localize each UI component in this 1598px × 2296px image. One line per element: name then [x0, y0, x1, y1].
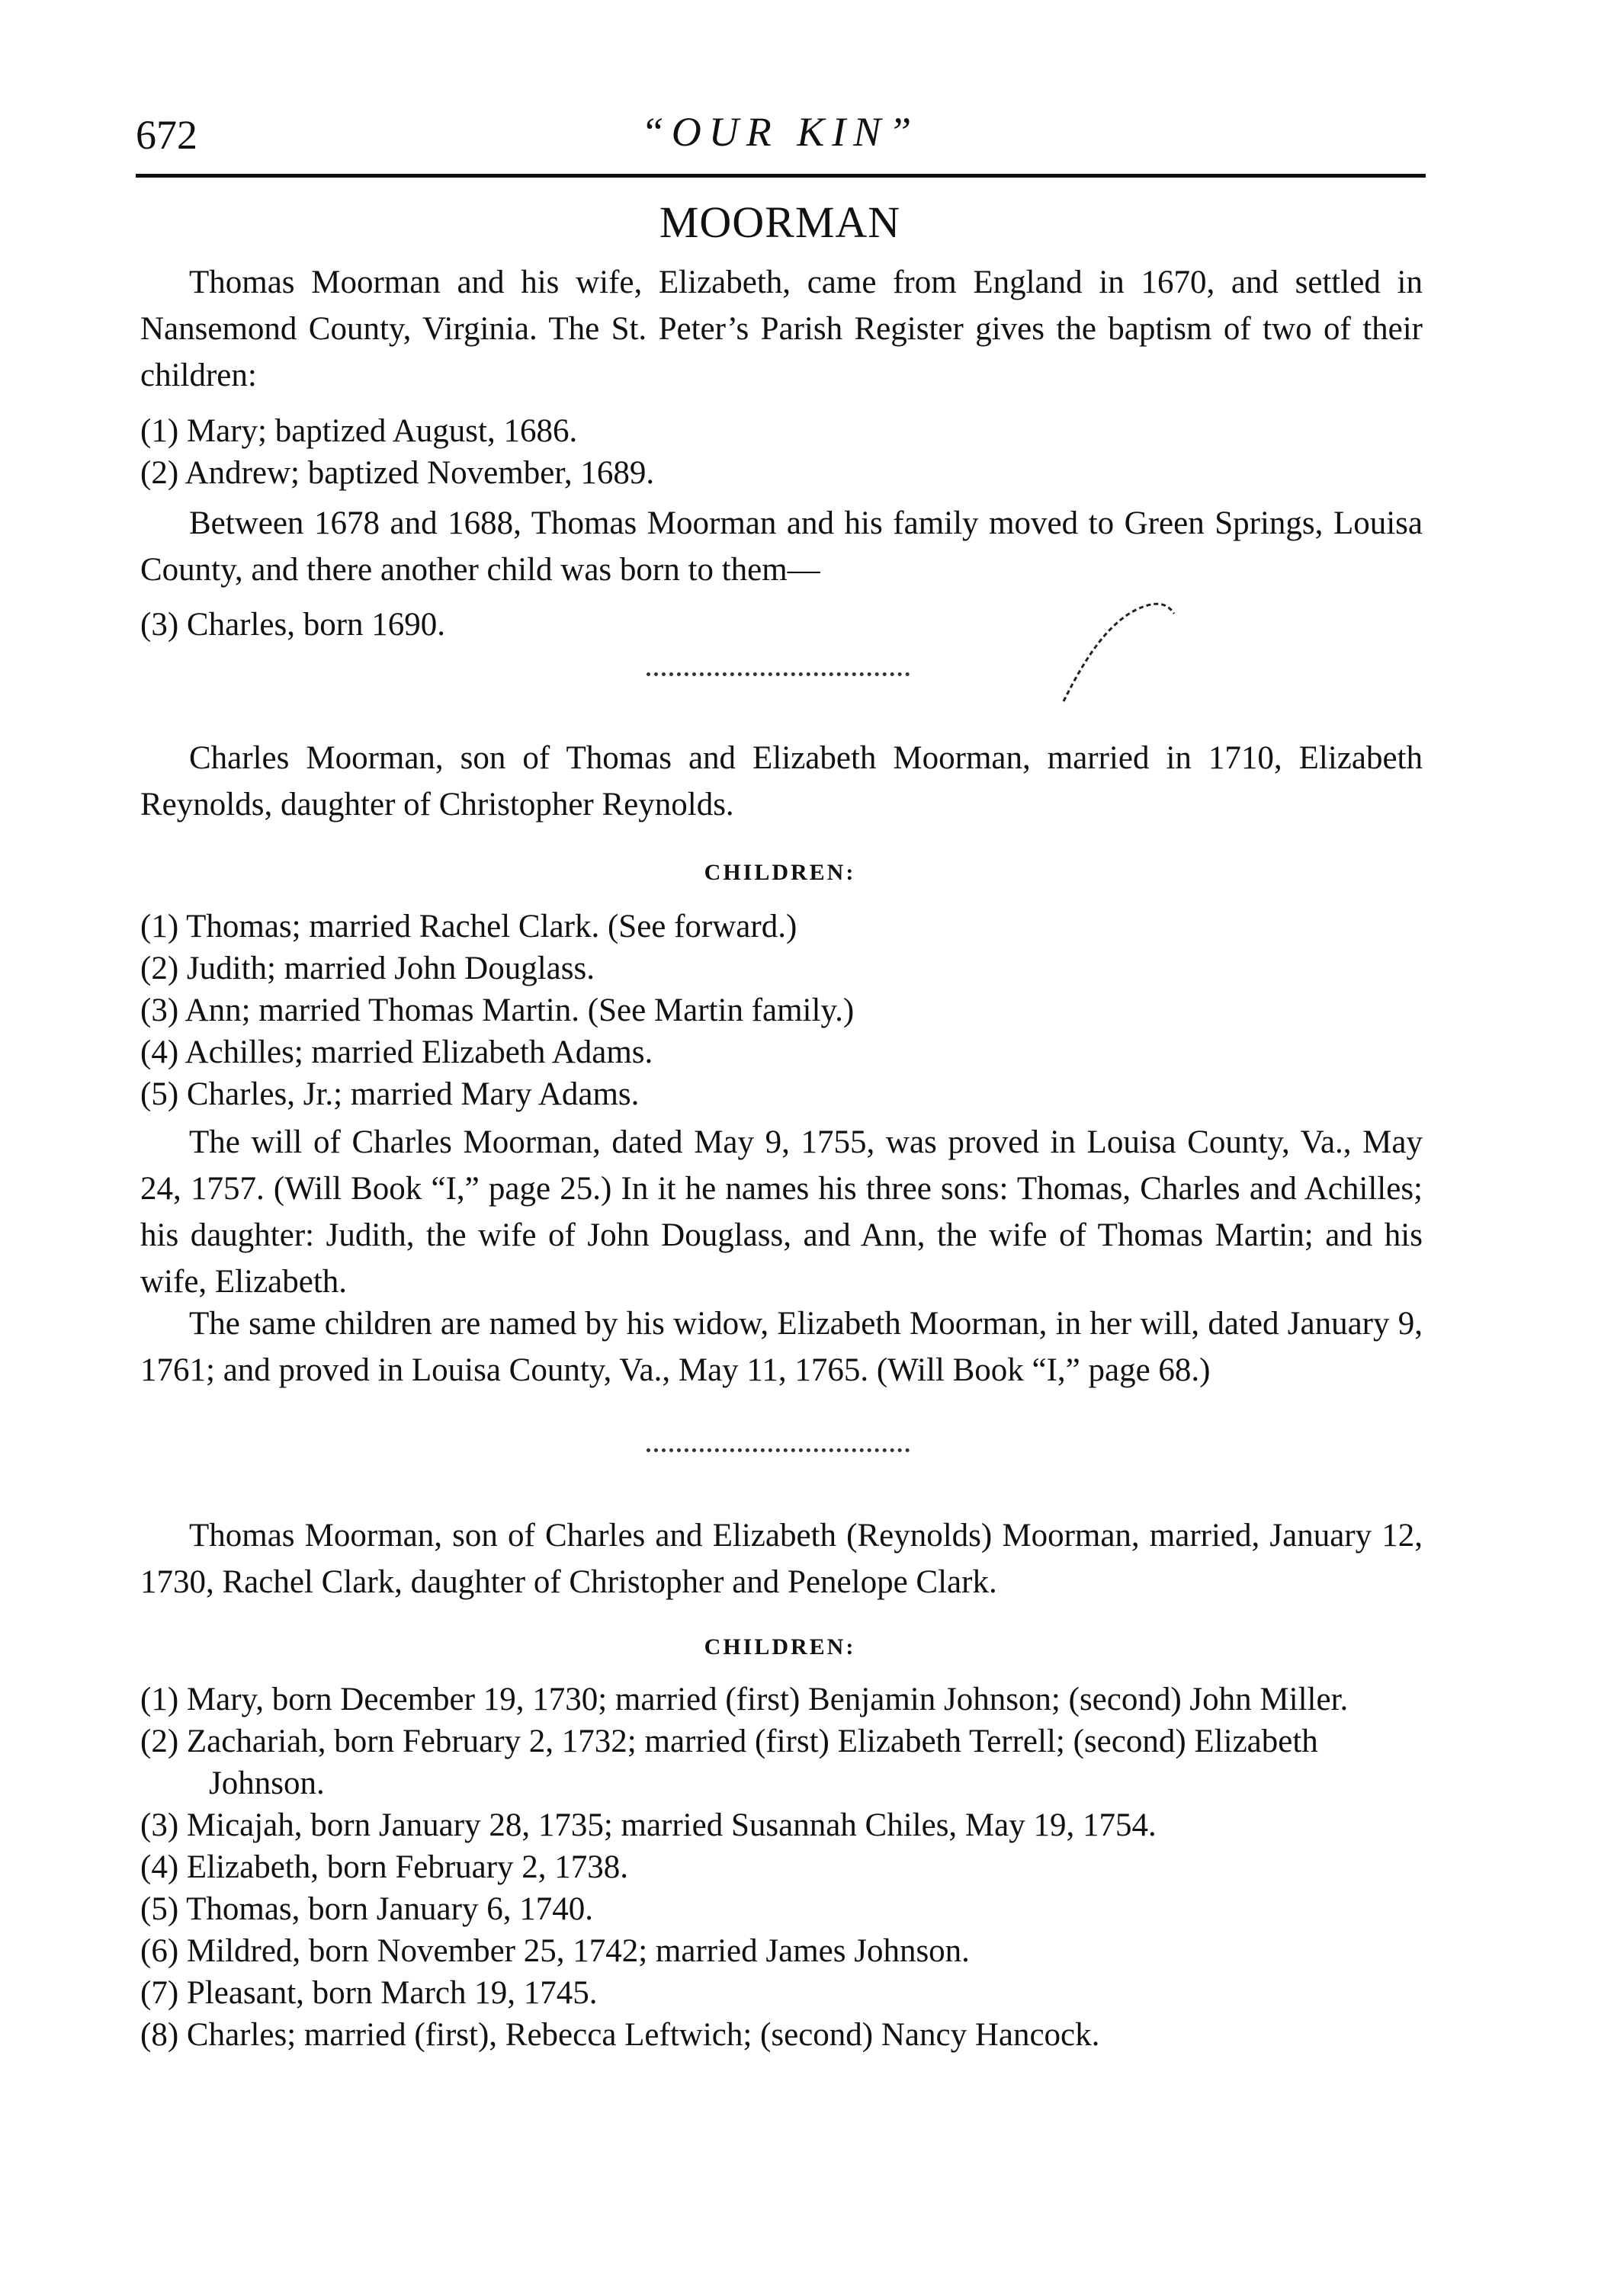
list-item: (4) Elizabeth, born February 2, 1738.: [140, 1849, 629, 1885]
children-list: [140, 1679, 1423, 2056]
header-rule: [136, 174, 1426, 178]
list-item: (4) Achilles; married Elizabeth Adams.: [140, 1034, 653, 1070]
list-item: (6) Mildred, born November 25, 1742; married James Johnson.: [140, 1933, 970, 1969]
running-title: “OUR KIN”: [640, 109, 919, 155]
list-item: (3) Ann; married Thomas Martin. (See Martin family.): [140, 992, 855, 1028]
list-item: (5) Charles, Jr.; married Mary Adams.: [140, 1076, 640, 1112]
list-item: (3) Charles, born 1690.: [140, 607, 446, 643]
thomas-paragraph: Thomas Moorman, son of Charles and Elizabeth (Reynolds) Moorman, married, January 12, 1730, Rachel Clark, daughter of Christopher and Penelope Clark.: [140, 1518, 1423, 1600]
baptism-list: [140, 410, 1423, 494]
move-paragraph: Between 1678 and 1688, Thomas Moorman and his family moved to Green Springs, Louisa County, and there another child was born to them—: [140, 505, 1423, 588]
children-list: [140, 906, 1423, 1115]
section-separator: [647, 1448, 910, 1452]
list-item: (1) Thomas; married Rachel Clark. (See forward.): [140, 909, 797, 944]
page-number: 672: [136, 112, 197, 158]
will-paragraph: The will of Charles Moorman, dated May 9, 1755, was proved in Louisa County, Va., May 24, 1757. (Will Book “I,” page 25.) In it he names his three sons: Thomas, Charles and Achilles; his daughter: Judith, the wife of John Douglass, and Ann, the wife of Thomas Martin; and his wife, Elizabeth.: [140, 1124, 1423, 1300]
section-separator: [647, 672, 910, 676]
list-item: (3) Micajah, born January 28, 1735; married Susannah Chiles, May 19, 1754.: [140, 1807, 1157, 1843]
intro-paragraph: Thomas Moorman and his wife, Elizabeth, came from England in 1670, and settled in Nansemond County, Virginia. The St. Peter’s Parish Register gives the baptism of two of their children:: [140, 265, 1423, 393]
list-item: (2) Zachariah, born February 2, 1732; married (first) Elizabeth Terrell; (second) Elizabeth Johnson.: [140, 1724, 1318, 1801]
section-title: MOORMAN: [659, 197, 901, 247]
list-item: (2) Judith; married John Douglass.: [140, 951, 595, 986]
list-item: (2) Andrew; baptized November, 1689.: [140, 455, 655, 491]
children-heading: CHILDREN:: [704, 1634, 856, 1659]
list-item: (1) Mary, born December 19, 1730; married (first) Benjamin Johnson; (second) John Miller.: [140, 1682, 1349, 1717]
pen-stroke-mark: [1060, 595, 1197, 709]
children-heading: CHILDREN:: [704, 860, 856, 885]
page-header: [136, 105, 1424, 174]
birth-list: [140, 604, 1423, 646]
list-item: (7) Pleasant, born March 19, 1745.: [140, 1975, 598, 2011]
list-item: (5) Thomas, born January 6, 1740.: [140, 1891, 593, 1927]
list-item: (1) Mary; baptized August, 1686.: [140, 413, 578, 449]
list-item: (8) Charles; married (first), Rebecca Leftwich; (second) Nancy Hancock.: [140, 2017, 1100, 2053]
charles-paragraph: Charles Moorman, son of Thomas and Elizabeth Moorman, married in 1710, Elizabeth Reynolds, daughter of Christopher Reynolds.: [140, 740, 1423, 823]
widow-will-paragraph: The same children are named by his widow, Elizabeth Moorman, in her will, dated January 9, 1761; and proved in Louisa County, Va., May 11, 1765. (Will Book “I,” page 68.): [140, 1306, 1423, 1388]
